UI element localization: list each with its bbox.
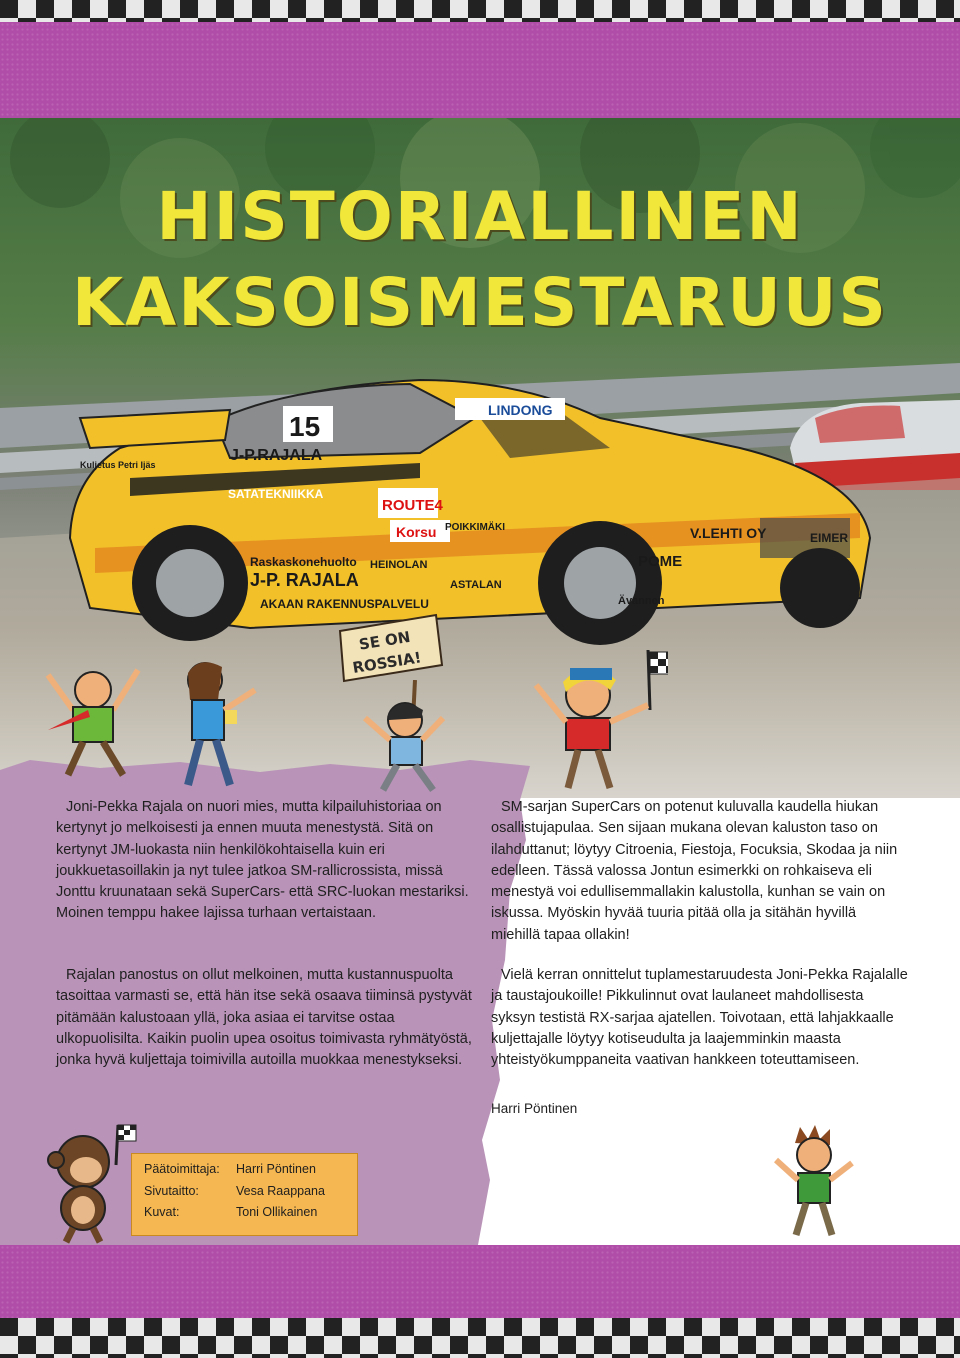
checkered-flag-icon	[118, 1125, 136, 1141]
car-sponsor-head: Raskaskonehuolto	[250, 555, 357, 569]
car-pome: POME	[638, 553, 683, 570]
article-left-paragraph-2: Rajalan panostus on ollut melkoinen, mutta kustannuspuolta tasoittaa varmasti se, että hän itse sekä osaava tiiminsä pystyvät pitämään kalustoaan yllä, joka asiaa ei tarvitse ostaa ulkopuolisilta. Kaikin puolin upea osoitus toimivasta ryhmätyöstä, jonka hyvä kuljettaja toimivilla autoilla muokkaa menestykseksi.	[56, 967, 472, 1069]
car-eimer: EIMER	[810, 531, 849, 545]
car-number: 15	[289, 411, 321, 442]
monkey-mascot	[38, 1120, 138, 1245]
headline-line-2: KAKSOISMESTARUUS	[72, 264, 888, 341]
article-right-paragraph-1: SM-sarjan SuperCars on potenut kuluvalla kaudella hiukan osallistujapulaa. Sen sijaan mukana olevan kaluston taso on ilahduttanut; löytyy Citroenia, Fiestoja, Focuksia, Skodaa ja niin edelleen. Tässä valossa Jontun esimerkki on rohkaiseva eli menestyä voi edullisemmallakin kalustolla, kunhan se vain on iskussa. Myöskin hyvää tuuria pitää olla ja sitähän hyvillä miehillä tapaa ollakin!	[491, 799, 898, 943]
cartoon-protester	[355, 680, 465, 795]
cartoon-waving-man	[770, 1125, 860, 1240]
credit-row: Päätoimittaja: Harri Pöntinen	[144, 1162, 316, 1176]
car-avannen: Ävannen	[618, 595, 665, 607]
car-korsu: Korsu	[396, 524, 437, 540]
car-satatekniikka: SATATEKNIIKKA	[228, 487, 324, 501]
car-route: ROUTE4	[382, 497, 443, 514]
checker-strip-bottom	[0, 1318, 960, 1358]
car-lindong: LINDONG	[488, 402, 553, 418]
car-heinolan: HEINOLAN	[370, 559, 428, 571]
author-signature: Harri Pöntinen	[491, 1101, 578, 1116]
cartoon-cup-man	[170, 655, 270, 790]
car-poikkimaki: POIKKIMÄKI	[445, 522, 505, 533]
cartoon-flag-waver	[528, 650, 668, 790]
article-left-paragraph-1: Joni-Pekka Rajala on nuori mies, mutta kilpailuhistoriaa on kertynyt jo melkoisesti ja ennen muuta menestystä. Sitä on kertynyt JM-luokasta niin henkilökohtaisella kuin eri joukkuetasoillakin ja nyt tulee jatkoa SM-rallicrossista, missä Jonttu kruunataan sekä SuperCars- että SRC-luokan mestariksi. Moinen temppu hakee lajissa turhaan vertaistaan.	[56, 799, 469, 922]
sign-line-2: ROSSIA!	[351, 648, 423, 677]
headline-line-1: HISTORIALLINEN	[156, 178, 804, 255]
protest-sign	[336, 613, 446, 685]
car-kuljetus: Kuljetus Petri Ijäs	[80, 460, 156, 470]
magenta-band-bottom	[0, 1245, 960, 1318]
checker-strip-top	[0, 0, 960, 22]
sign-line-1: SE ON	[357, 627, 412, 654]
magenta-band-top	[0, 22, 960, 118]
checkered-flag-icon	[650, 652, 668, 674]
car-astalan: ASTALAN	[450, 579, 502, 591]
article-right-paragraph-2: Vielä kerran onnittelut tuplamestaruudesta Joni-Pekka Rajalalle ja taustajoukoille! Pikkulinnut ovat laulaneet mahdollisesta syksyn testistä RX-sarjaa ajatellen. Toivotaan, että lahjakkaalle kuljettajalle löytyy kotiseudulta ja laajemminkin maasta yhteistyökumppaneita vaativan hankkeen toteuttamiseen.	[491, 967, 908, 1069]
credit-row: Sivutaitto: Vesa Raappana	[144, 1184, 325, 1198]
credit-row: Kuvat: Toni Ollikainen	[144, 1205, 318, 1219]
car-lehti: V.LEHTI OY	[690, 525, 767, 541]
cartoon-cheering-man	[28, 655, 158, 780]
car-driver: J-P.RAJALA	[230, 447, 323, 464]
car-akaan: AKAAN RAKENNUSPALVELU	[260, 597, 429, 611]
car-sponsor-name: J-P. RAJALA	[250, 570, 359, 590]
credits-box	[131, 1153, 358, 1236]
